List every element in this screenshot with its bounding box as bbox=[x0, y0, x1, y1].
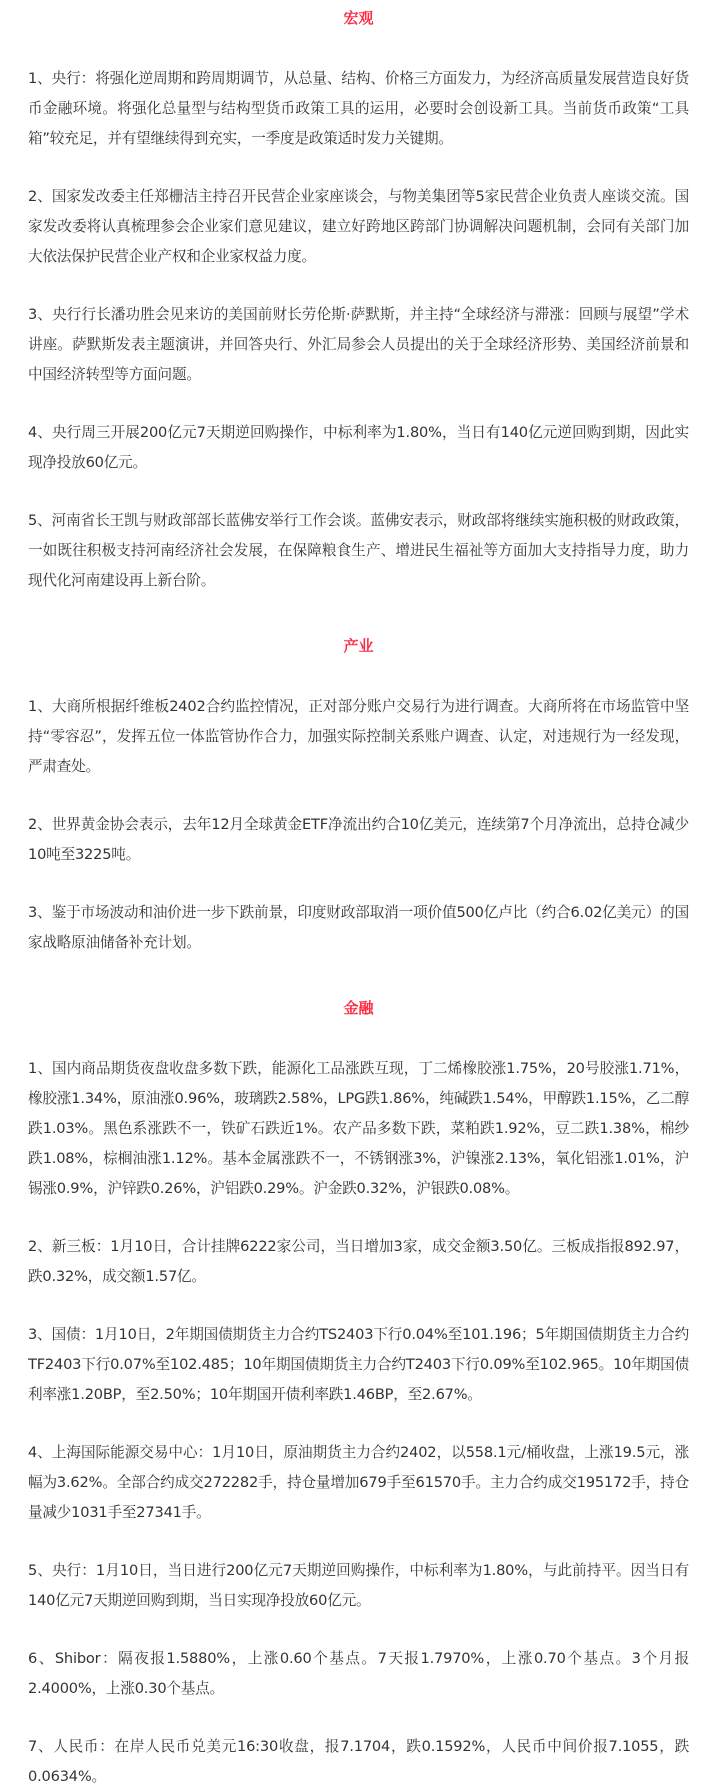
finance-item-6: 6、Shibor：隔夜报1.5880%，上涨0.60个基点。7天报1.7970%，上涨0.70个基点。3个月报2.4000%，上涨0.30个基点。 bbox=[28, 1650, 689, 1697]
macro-item-2: 2、国家发改委主任郑栅洁主持召开民营企业家座谈会，与物美集团等5家民营企业负责人座谈交流。国家发改委将认真梳理参会企业家们意见建议，建立好跨地区跨部门协调解决问题机制，会同有关部门加大依法保护民营企业产权和企业家权益力度。 bbox=[28, 188, 689, 265]
finance-item-5: 5、央行：1月10日，当日进行200亿元7天期逆回购操作，中标利率为1.80%，与此前持平。因当日有140亿元7天期逆回购到期，当日实现净投放60亿元。 bbox=[28, 1562, 689, 1609]
industry-item-3: 3、鉴于市场波动和油价进一步下跌前景，印度财政部取消一项价值500亿卢比（约合6.02亿美元）的国家战略原油储备补充计划。 bbox=[28, 904, 689, 951]
section-finance bbox=[28, 998, 689, 1792]
section-industry bbox=[28, 636, 689, 958]
finance-item-2: 2、新三板：1月10日，合计挂牌6222家公司，当日增加3家，成交金额3.50亿。三板成指报892.97，跌0.32%，成交额1.57亿。 bbox=[28, 1238, 689, 1285]
industry-item-2: 2、世界黄金协会表示，去年12月全球黄金ETF净流出约合10亿美元，连续第7个月净流出，总持仓减少10吨至3225吨。 bbox=[28, 816, 689, 863]
finance-item-4: 4、上海国际能源交易中心：1月10日，原油期货主力合约2402，以558.1元/桶收盘，上涨19.5元，涨幅为3.62%。全部合约成交272282手，持仓量增加679手至61570手。主力合约成交195172手，持仓量减少1031手至27341手。 bbox=[28, 1444, 689, 1521]
macro-item-5: 5、河南省长王凯与财政部部长蓝佛安举行工作会谈。蓝佛安表示，财政部将继续实施积极的财政政策，一如既往积极支持河南经济社会发展，在保障粮食生产、增进民生福祉等方面加大支持指导力度，助力现代化河南建设再上新台阶。 bbox=[28, 512, 689, 589]
section-title-finance: 金融 bbox=[343, 999, 374, 1017]
macro-item-3: 3、央行行长潘功胜会见来访的美国前财长劳伦斯·萨默斯，并主持“全球经济与滞涨：回顾与展望”学术讲座。萨默斯发表主题演讲，并回答央行、外汇局参会人员提出的关于全球经济形势、美国经济前景和中国经济转型等方面问题。 bbox=[28, 306, 689, 383]
finance-item-3: 3、国债：1月10日，2年期国债期货主力合约TS2403下行0.04%至101.196；5年期国债期货主力合约TF2403下行0.07%至102.485；10年期国债期货主力合约T2403下行0.09%至102.965。10年期国债利率涨1.20BP，至2.50%；10年期国开债利率跌1.46BP，至2.67%。 bbox=[28, 1326, 689, 1403]
industry-item-1: 1、大商所根据纤维板2402合约监控情况，正对部分账户交易行为进行调查。大商所将在市场监管中坚持“零容忍”，发挥五位一体监管协作合力，加强实际控制关系账户调查、认定，对违规行为一经发现，严肃查处。 bbox=[28, 698, 689, 775]
finance-item-1: 1、国内商品期货夜盘收盘多数下跌，能源化工品涨跌互现，丁二烯橡胶涨1.75%，20号胶涨1.71%，橡胶涨1.34%，原油涨0.96%，玻璃跌2.58%，LPG跌1.86%，纯碱跌1.54%，甲醇跌1.15%，乙二醇跌1.03%。黑色系涨跌不一，铁矿石跌近1%。农产品多数下跌，菜粕跌1.92%，豆二跌1.38%，棉纱跌1.08%，棕榈油涨1.12%。基本金属涨跌不一，不锈钢涨3%，沪镍涨2.13%，氧化铝涨1.01%，沪锡涨0.9%，沪锌跌0.26%，沪铝跌0.29%。沪金跌0.32%，沪银跌0.08%。 bbox=[28, 1060, 689, 1197]
finance-item-7: 7、人民币：在岸人民币兑美元16:30收盘，报7.1704，跌0.1592%，人民币中间价报7.1055，跌0.0634%。 bbox=[28, 1738, 689, 1785]
section-title-industry: 产业 bbox=[343, 637, 374, 655]
section-macro bbox=[28, 0, 689, 596]
macro-item-1: 1、央行：将强化逆周期和跨周期调节，从总量、结构、价格三方面发力，为经济高质量发展营造良好货币金融环境。将强化总量型与结构型货币政策工具的运用，必要时会创设新工具。当前货币政策“工具箱”较充足，并有望继续得到充实，一季度是政策适时发力关键期。 bbox=[28, 70, 689, 147]
macro-item-4: 4、央行周三开展200亿元7天期逆回购操作，中标利率为1.80%，当日有140亿元逆回购到期，因此实现净投放60亿元。 bbox=[28, 424, 689, 471]
section-title-macro: 宏观 bbox=[343, 9, 374, 27]
